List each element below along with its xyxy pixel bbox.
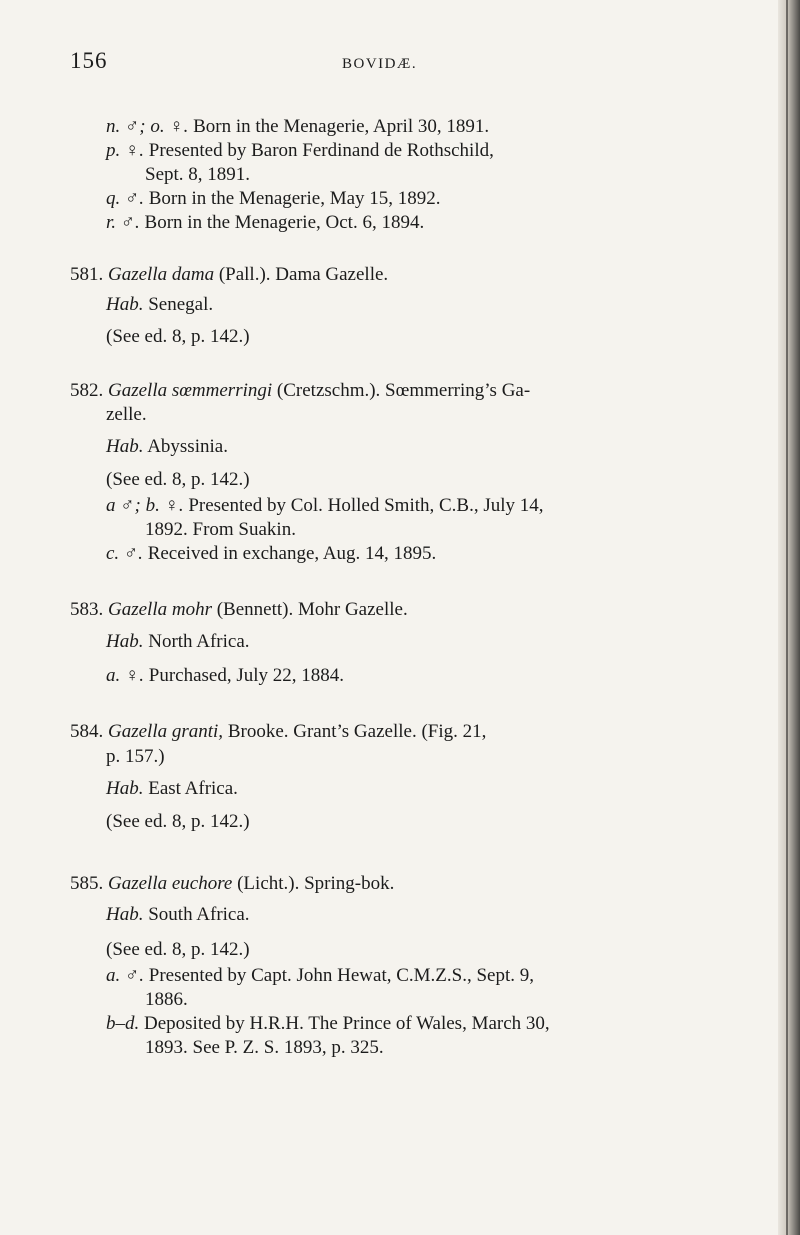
entry-585-heading <box>70 872 394 896</box>
specimen-n-o <box>106 115 489 139</box>
entry-heading-rest: Brooke. Grant’s Gazelle. (Fig. 21, <box>227 721 487 742</box>
entry-581-heading <box>70 263 388 287</box>
entry-585-specimen-b-d-continuation: 1893. See P. Z. S. 1893, p. 325. <box>145 1037 384 1058</box>
entry-582-heading <box>70 379 530 403</box>
entry-585-specimen-a <box>106 964 534 988</box>
specimen-text: Born in the Menagerie, April 30, 1891. <box>193 116 490 137</box>
entry-number: 584. <box>70 721 104 742</box>
taxon-name: Gazella mohr <box>108 599 212 620</box>
specimen-p-continuation: Sept. 8, 1891. <box>145 164 251 185</box>
hab-value: Senegal. <box>148 294 214 315</box>
hab-value: North Africa. <box>148 631 250 652</box>
entry-582-habitat <box>106 435 228 459</box>
specimen-text: Born in the Menagerie, May 15, 1892. <box>148 188 441 209</box>
entry-heading-rest: (Pall.). Dama Gazelle. <box>218 264 389 285</box>
entry-heading-rest: (Cretzschm.). Sœmmerring’s Ga- <box>276 380 531 401</box>
entry-heading-rest: (Licht.). Spring-bok. <box>237 873 395 894</box>
specimen-text: Presented by Capt. John Hewat, C.M.Z.S., Sept. 9, <box>148 965 535 986</box>
hab-label: Hab. <box>106 778 144 799</box>
entry-number: 583. <box>70 599 104 620</box>
specimen-label: q. ♂. <box>106 188 144 209</box>
entry-number: 582. <box>70 380 104 401</box>
specimen-label: p. ♀. <box>106 140 144 161</box>
specimen-label: r. ♂. <box>106 212 140 233</box>
entry-585-specimen-b-d <box>106 1012 550 1036</box>
specimen-text: Presented by Col. Holled Smith, C.B., July 14, <box>188 495 544 516</box>
hab-value: East Africa. <box>148 778 238 799</box>
specimen-label: a ♂; b. ♀. <box>106 495 184 516</box>
entry-582-specimen-a-b <box>106 494 544 518</box>
entry-583-specimen-a <box>106 664 344 688</box>
entry-582-specimen-c <box>106 542 436 566</box>
entry-heading-rest: (Bennett). Mohr Gazelle. <box>216 599 408 620</box>
entry-585-specimen-a-continuation: 1886. <box>145 989 188 1010</box>
entry-number: 581. <box>70 264 104 285</box>
hab-value: Abyssinia. <box>147 436 228 457</box>
specimen-text: Born in the Menagerie, Oct. 6, 1894. <box>144 212 425 233</box>
entry-581-reference: (See ed. 8, p. 142.) <box>106 326 250 347</box>
entry-585-reference: (See ed. 8, p. 142.) <box>106 939 250 960</box>
specimen-text: Received in exchange, Aug. 14, 1895. <box>147 543 437 564</box>
specimen-text: Deposited by H.R.H. The Prince of Wales, March 30, <box>144 1013 550 1034</box>
page-binding-edge <box>778 0 800 1235</box>
entry-583-heading <box>70 598 408 622</box>
binding-shadow-line <box>786 0 788 1235</box>
specimen-label: c. ♂. <box>106 543 143 564</box>
specimen-r <box>106 211 424 235</box>
hab-label: Hab. <box>106 294 144 315</box>
entry-584-heading <box>70 720 486 744</box>
entry-583-habitat <box>106 630 250 654</box>
page-number: 156 <box>70 48 108 73</box>
taxon-name: Gazella dama <box>108 264 215 285</box>
specimen-text: Presented by Baron Ferdinand de Rothschild, <box>148 140 494 161</box>
hab-value: South Africa. <box>148 904 250 925</box>
entry-582-reference: (See ed. 8, p. 142.) <box>106 469 250 490</box>
entry-number: 585. <box>70 873 104 894</box>
page-header <box>0 48 780 88</box>
specimen-text: Purchased, July 22, 1884. <box>148 665 345 686</box>
entry-585-habitat <box>106 903 250 927</box>
specimen-label: b–d. <box>106 1013 140 1034</box>
taxon-name: Gazella sœmmerringi <box>108 380 273 401</box>
entry-584-reference: (See ed. 8, p. 142.) <box>106 811 250 832</box>
hab-label: Hab. <box>106 904 144 925</box>
hab-label: Hab. <box>106 631 144 652</box>
entry-581-habitat <box>106 293 213 317</box>
entry-584-habitat <box>106 777 238 801</box>
taxon-name: Gazella euchore <box>108 873 233 894</box>
hab-label: Hab. <box>106 436 144 457</box>
entry-584-heading-continuation: p. 157.) <box>106 746 165 767</box>
specimen-p <box>106 139 494 163</box>
specimen-label: n. ♂; o. ♀. <box>106 116 189 137</box>
taxon-name: Gazella granti, <box>108 721 224 742</box>
running-head: BOVIDÆ. <box>342 56 418 72</box>
entry-582-heading-continuation: zelle. <box>106 404 147 425</box>
specimen-label: a. ♀. <box>106 665 144 686</box>
specimen-label: a. ♂. <box>106 965 144 986</box>
entry-582-specimen-a-b-continuation: 1892. From Suakin. <box>145 519 296 540</box>
specimen-q <box>106 187 441 211</box>
